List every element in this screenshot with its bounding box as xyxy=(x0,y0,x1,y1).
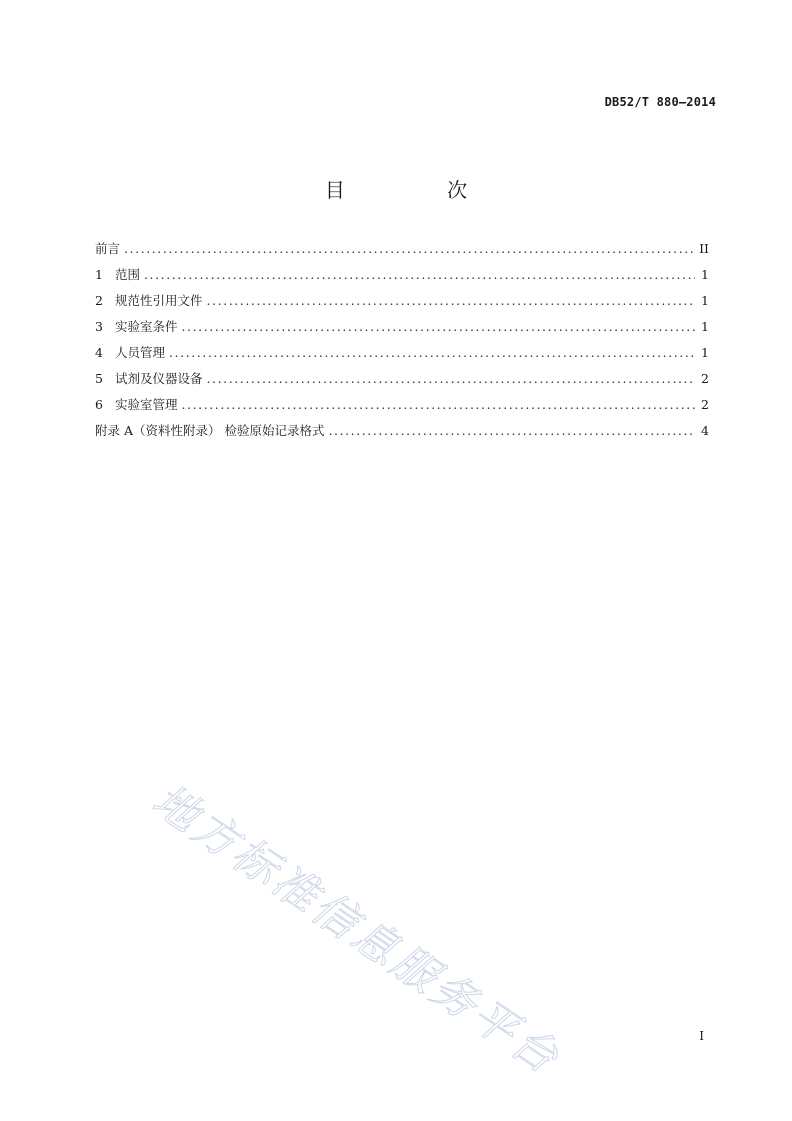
toc-entry-page: 1 xyxy=(701,319,709,334)
toc-entry-preface[interactable] xyxy=(95,236,709,262)
toc-entry-label: 附录 A（资料性附录） 检验原始记录格式 xyxy=(95,423,325,438)
page-number: I xyxy=(699,1029,704,1043)
toc-entry-page: 2 xyxy=(701,397,709,412)
toc-entry-laboratory-conditions[interactable] xyxy=(95,314,709,340)
toc-entry-label: 前言 xyxy=(95,241,121,256)
toc-entry-page: 2 xyxy=(701,371,709,386)
toc-entry-page: 1 xyxy=(701,345,709,360)
toc-entry-number: 3 xyxy=(95,319,103,334)
toc-entry-appendix-a[interactable] xyxy=(95,418,709,444)
toc-leader-dots xyxy=(207,366,695,392)
toc-entry-reagents-equipment[interactable] xyxy=(95,366,709,392)
toc-entry-label: 实验室管理 xyxy=(115,397,178,412)
toc-entry-label: 范围 xyxy=(115,267,141,282)
document-code: DB52/T 880—2014 xyxy=(604,95,716,109)
toc-entry-laboratory-management[interactable] xyxy=(95,392,709,418)
toc-entry-label: 实验室条件 xyxy=(115,319,178,334)
table-of-contents xyxy=(95,236,709,444)
toc-leader-dots xyxy=(207,288,695,314)
toc-entry-number: 1 xyxy=(95,267,103,282)
toc-entry-number: 4 xyxy=(95,345,103,360)
toc-leader-dots xyxy=(328,418,695,444)
toc-title: 目 次 xyxy=(324,178,516,202)
toc-entry-label: 试剂及仪器设备 xyxy=(115,371,203,386)
toc-leader-dots xyxy=(144,262,695,288)
toc-entry-page: 1 xyxy=(701,293,709,308)
toc-entry-number: 6 xyxy=(95,397,103,412)
toc-entry-personnel-management[interactable] xyxy=(95,340,709,366)
toc-entry-page: 1 xyxy=(701,267,709,282)
toc-leader-dots xyxy=(182,392,695,418)
toc-entry-number: 5 xyxy=(95,371,103,386)
toc-leader-dots xyxy=(169,340,695,366)
toc-entry-label: 规范性引用文件 xyxy=(115,293,203,308)
watermark: 地方标准信息服务平台 xyxy=(143,774,570,1086)
toc-entry-normative-references[interactable] xyxy=(95,288,709,314)
toc-leader-dots xyxy=(124,236,695,262)
toc-entry-page: 4 xyxy=(701,423,709,438)
toc-leader-dots xyxy=(182,314,695,340)
toc-entry-page: II xyxy=(699,241,709,256)
toc-entry-number: 2 xyxy=(95,293,103,308)
toc-entry-scope[interactable] xyxy=(95,262,709,288)
toc-entry-label: 人员管理 xyxy=(115,345,166,360)
